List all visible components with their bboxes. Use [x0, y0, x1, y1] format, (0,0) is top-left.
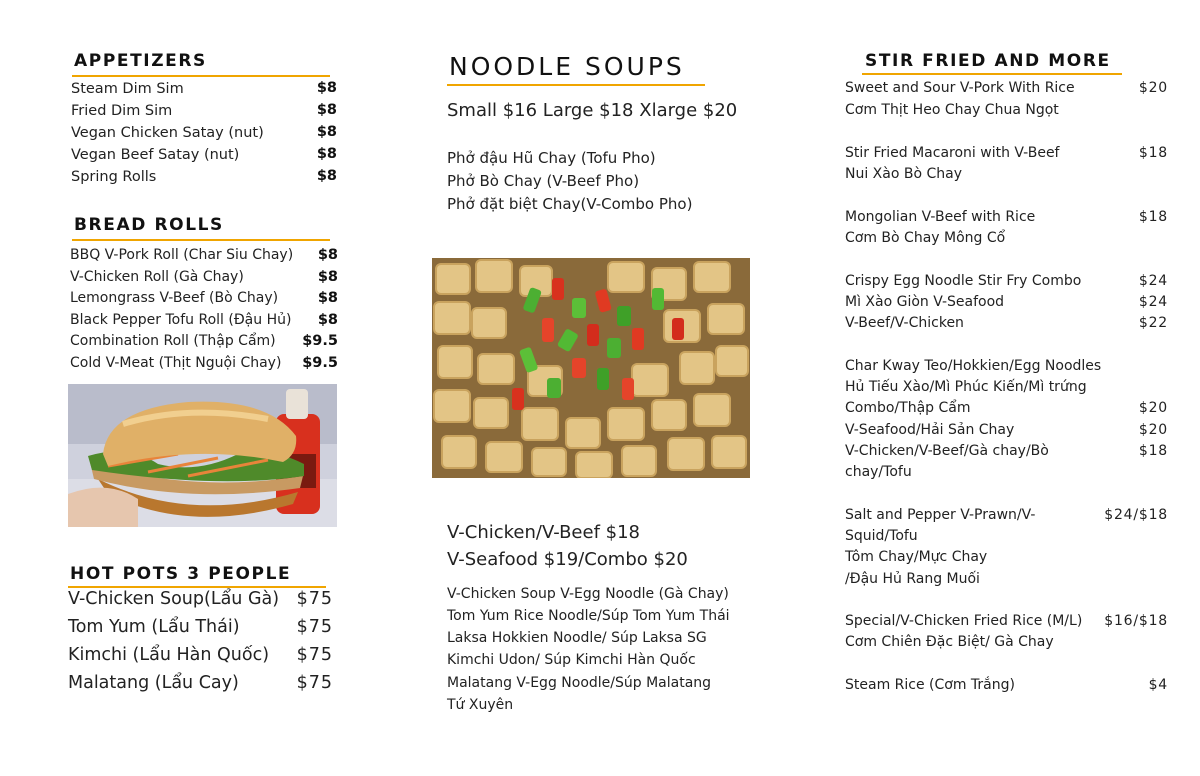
- menu-line: Mì Xào Giòn V-Seafood: [845, 294, 1005, 310]
- stir-fried-heading: STIR FRIED AND MORE: [865, 51, 1111, 71]
- banh-mi-photo: [68, 384, 337, 527]
- menu-item-price: $8: [316, 80, 337, 96]
- menu-item-price: $8: [316, 146, 337, 162]
- menu-line-price: $20: [1138, 400, 1168, 416]
- pho-item: Phở Bò Chay (V-Beef Pho): [447, 172, 640, 190]
- menu-line: Cơm Bò Chay Mông Cổ: [845, 230, 1006, 246]
- appetizers-underline: [72, 75, 330, 77]
- menu-line: Stir Fried Macaroni with V-Beef: [845, 145, 1060, 161]
- hot-pots-underline: [68, 586, 326, 588]
- menu-item-price: $9.5: [302, 333, 338, 349]
- menu-item-price: $8: [316, 124, 337, 140]
- menu-line: Squid/Tofu: [845, 528, 918, 544]
- menu-item-price: $75: [296, 645, 333, 665]
- menu-line: Char Kway Teo/Hokkien/Egg Noodles: [845, 358, 1102, 374]
- menu-line: V-Chicken/V-Beef/Gà chay/Bò: [845, 443, 1049, 459]
- noodle-soups-underline: [447, 84, 705, 86]
- menu-item-name: Fried Dim Sim: [71, 103, 173, 119]
- menu-item-name: Lemongrass V-Beef (Bò Chay): [70, 290, 279, 306]
- appetizers-heading: APPETIZERS: [74, 51, 207, 71]
- menu-item-price: $75: [296, 589, 333, 609]
- menu-line: Combo/Thập Cẩm: [845, 400, 971, 416]
- stir-fried-underline: [862, 73, 1122, 75]
- menu-line: Steam Rice (Cơm Trắng): [845, 677, 1015, 693]
- salt-pepper-tofu-photo: [432, 258, 750, 478]
- menu-line: Tôm Chay/Mực Chay: [845, 549, 988, 565]
- menu-line: Mongolian V-Beef with Rice: [845, 209, 1036, 225]
- menu-line: Crispy Egg Noodle Stir Fry Combo: [845, 273, 1082, 289]
- menu-item-price: $8: [317, 312, 338, 328]
- soup-item: V-Chicken Soup V-Egg Noodle (Gà Chay): [447, 586, 729, 602]
- menu-line: V-Beef/V-Chicken: [845, 315, 964, 331]
- menu-line-price: $22: [1138, 315, 1168, 331]
- noodle-soups-heading: NOODLE SOUPS: [449, 52, 685, 81]
- menu-item-name: V-Chicken Soup(Lẩu Gà): [68, 589, 280, 609]
- menu-line: Cơm Chiên Đặc Biệt/ Gà Chay: [845, 634, 1054, 650]
- menu-line-price: $20: [1138, 422, 1168, 438]
- menu-item-name: BBQ V-Pork Roll (Char Siu Chay): [70, 247, 294, 263]
- soup-item: Tom Yum Rice Noodle/Súp Tom Yum Thái: [447, 608, 730, 624]
- menu-line-price: $16/$18: [1104, 613, 1168, 629]
- menu-line: Sweet and Sour V-Pork With Rice: [845, 80, 1075, 96]
- menu-item-price: $9.5: [302, 355, 338, 371]
- menu-item-name: Steam Dim Sim: [71, 81, 184, 97]
- menu-item-name: Spring Rolls: [71, 169, 157, 185]
- menu-item-price: $8: [316, 102, 337, 118]
- soup-item: Kimchi Udon/ Súp Kimchi Hàn Quốc: [447, 652, 696, 668]
- menu-item-name: Vegan Beef Satay (nut): [71, 147, 240, 163]
- menu-item-name: Vegan Chicken Satay (nut): [71, 125, 264, 141]
- menu-item-name: Tom Yum (Lẩu Thái): [68, 617, 240, 637]
- menu-item-price: $75: [296, 673, 333, 693]
- menu-line-price: $24: [1138, 294, 1168, 310]
- menu-item-name: Black Pepper Tofu Roll (Đậu Hủ): [70, 312, 292, 328]
- bread-rolls-underline: [72, 239, 330, 241]
- menu-line: Hủ Tiếu Xào/Mì Phúc Kiến/Mì trứng: [845, 379, 1087, 395]
- menu-line-price: $18: [1138, 145, 1168, 161]
- menu-item-price: $8: [317, 247, 338, 263]
- noodle-price-line: V-Chicken/V-Beef $18: [447, 522, 640, 543]
- menu-line-price: $4: [1148, 677, 1168, 693]
- menu-line-price: $18: [1138, 209, 1168, 225]
- menu-line: Salt and Pepper V-Prawn/V-: [845, 507, 1036, 523]
- menu-item-name: V-Chicken Roll (Gà Chay): [70, 269, 244, 285]
- menu-line: Special/V-Chicken Fried Rice (M/L): [845, 613, 1083, 629]
- soup-item: Tứ Xuyên: [447, 697, 514, 713]
- menu-line-price: $20: [1138, 80, 1168, 96]
- menu-item-name: Kimchi (Lẩu Hàn Quốc): [68, 645, 270, 665]
- pho-item: Phở đậu Hũ Chay (Tofu Pho): [447, 149, 656, 167]
- noodle-price-line: V-Seafood $19/Combo $20: [447, 549, 688, 570]
- hot-pots-heading: HOT POTS 3 PEOPLE: [70, 564, 292, 584]
- menu-item-price: $8: [317, 290, 338, 306]
- menu-line: chay/Tofu: [845, 464, 912, 480]
- menu-line: Cơm Thịt Heo Chay Chua Ngọt: [845, 102, 1059, 118]
- menu-item-name: Malatang (Lẩu Cay): [68, 673, 239, 693]
- menu-item-price: $75: [296, 617, 333, 637]
- menu-line-price: $24: [1138, 273, 1168, 289]
- pho-item: Phở đặt biệt Chay(V-Combo Pho): [447, 195, 693, 213]
- bread-rolls-heading: BREAD ROLLS: [74, 215, 224, 235]
- menu-line: /Đậu Hủ Rang Muối: [845, 571, 980, 587]
- menu-item-price: $8: [316, 168, 337, 184]
- menu-line: V-Seafood/Hải Sản Chay: [845, 422, 1015, 438]
- soup-item: Laksa Hokkien Noodle/ Súp Laksa SG: [447, 630, 707, 646]
- menu-item-name: Cold V-Meat (Thịt Nguội Chay): [70, 355, 282, 371]
- menu-item-name: Combination Roll (Thập Cẩm): [70, 333, 276, 349]
- menu-line: Nui Xào Bò Chay: [845, 166, 963, 182]
- soup-item: Malatang V-Egg Noodle/Súp Malatang: [447, 675, 712, 691]
- noodle-sizes: Small $16 Large $18 Xlarge $20: [447, 100, 738, 121]
- menu-line-price: $24/$18: [1104, 507, 1168, 523]
- menu-line-price: $18: [1138, 443, 1168, 459]
- menu-item-price: $8: [317, 269, 338, 285]
